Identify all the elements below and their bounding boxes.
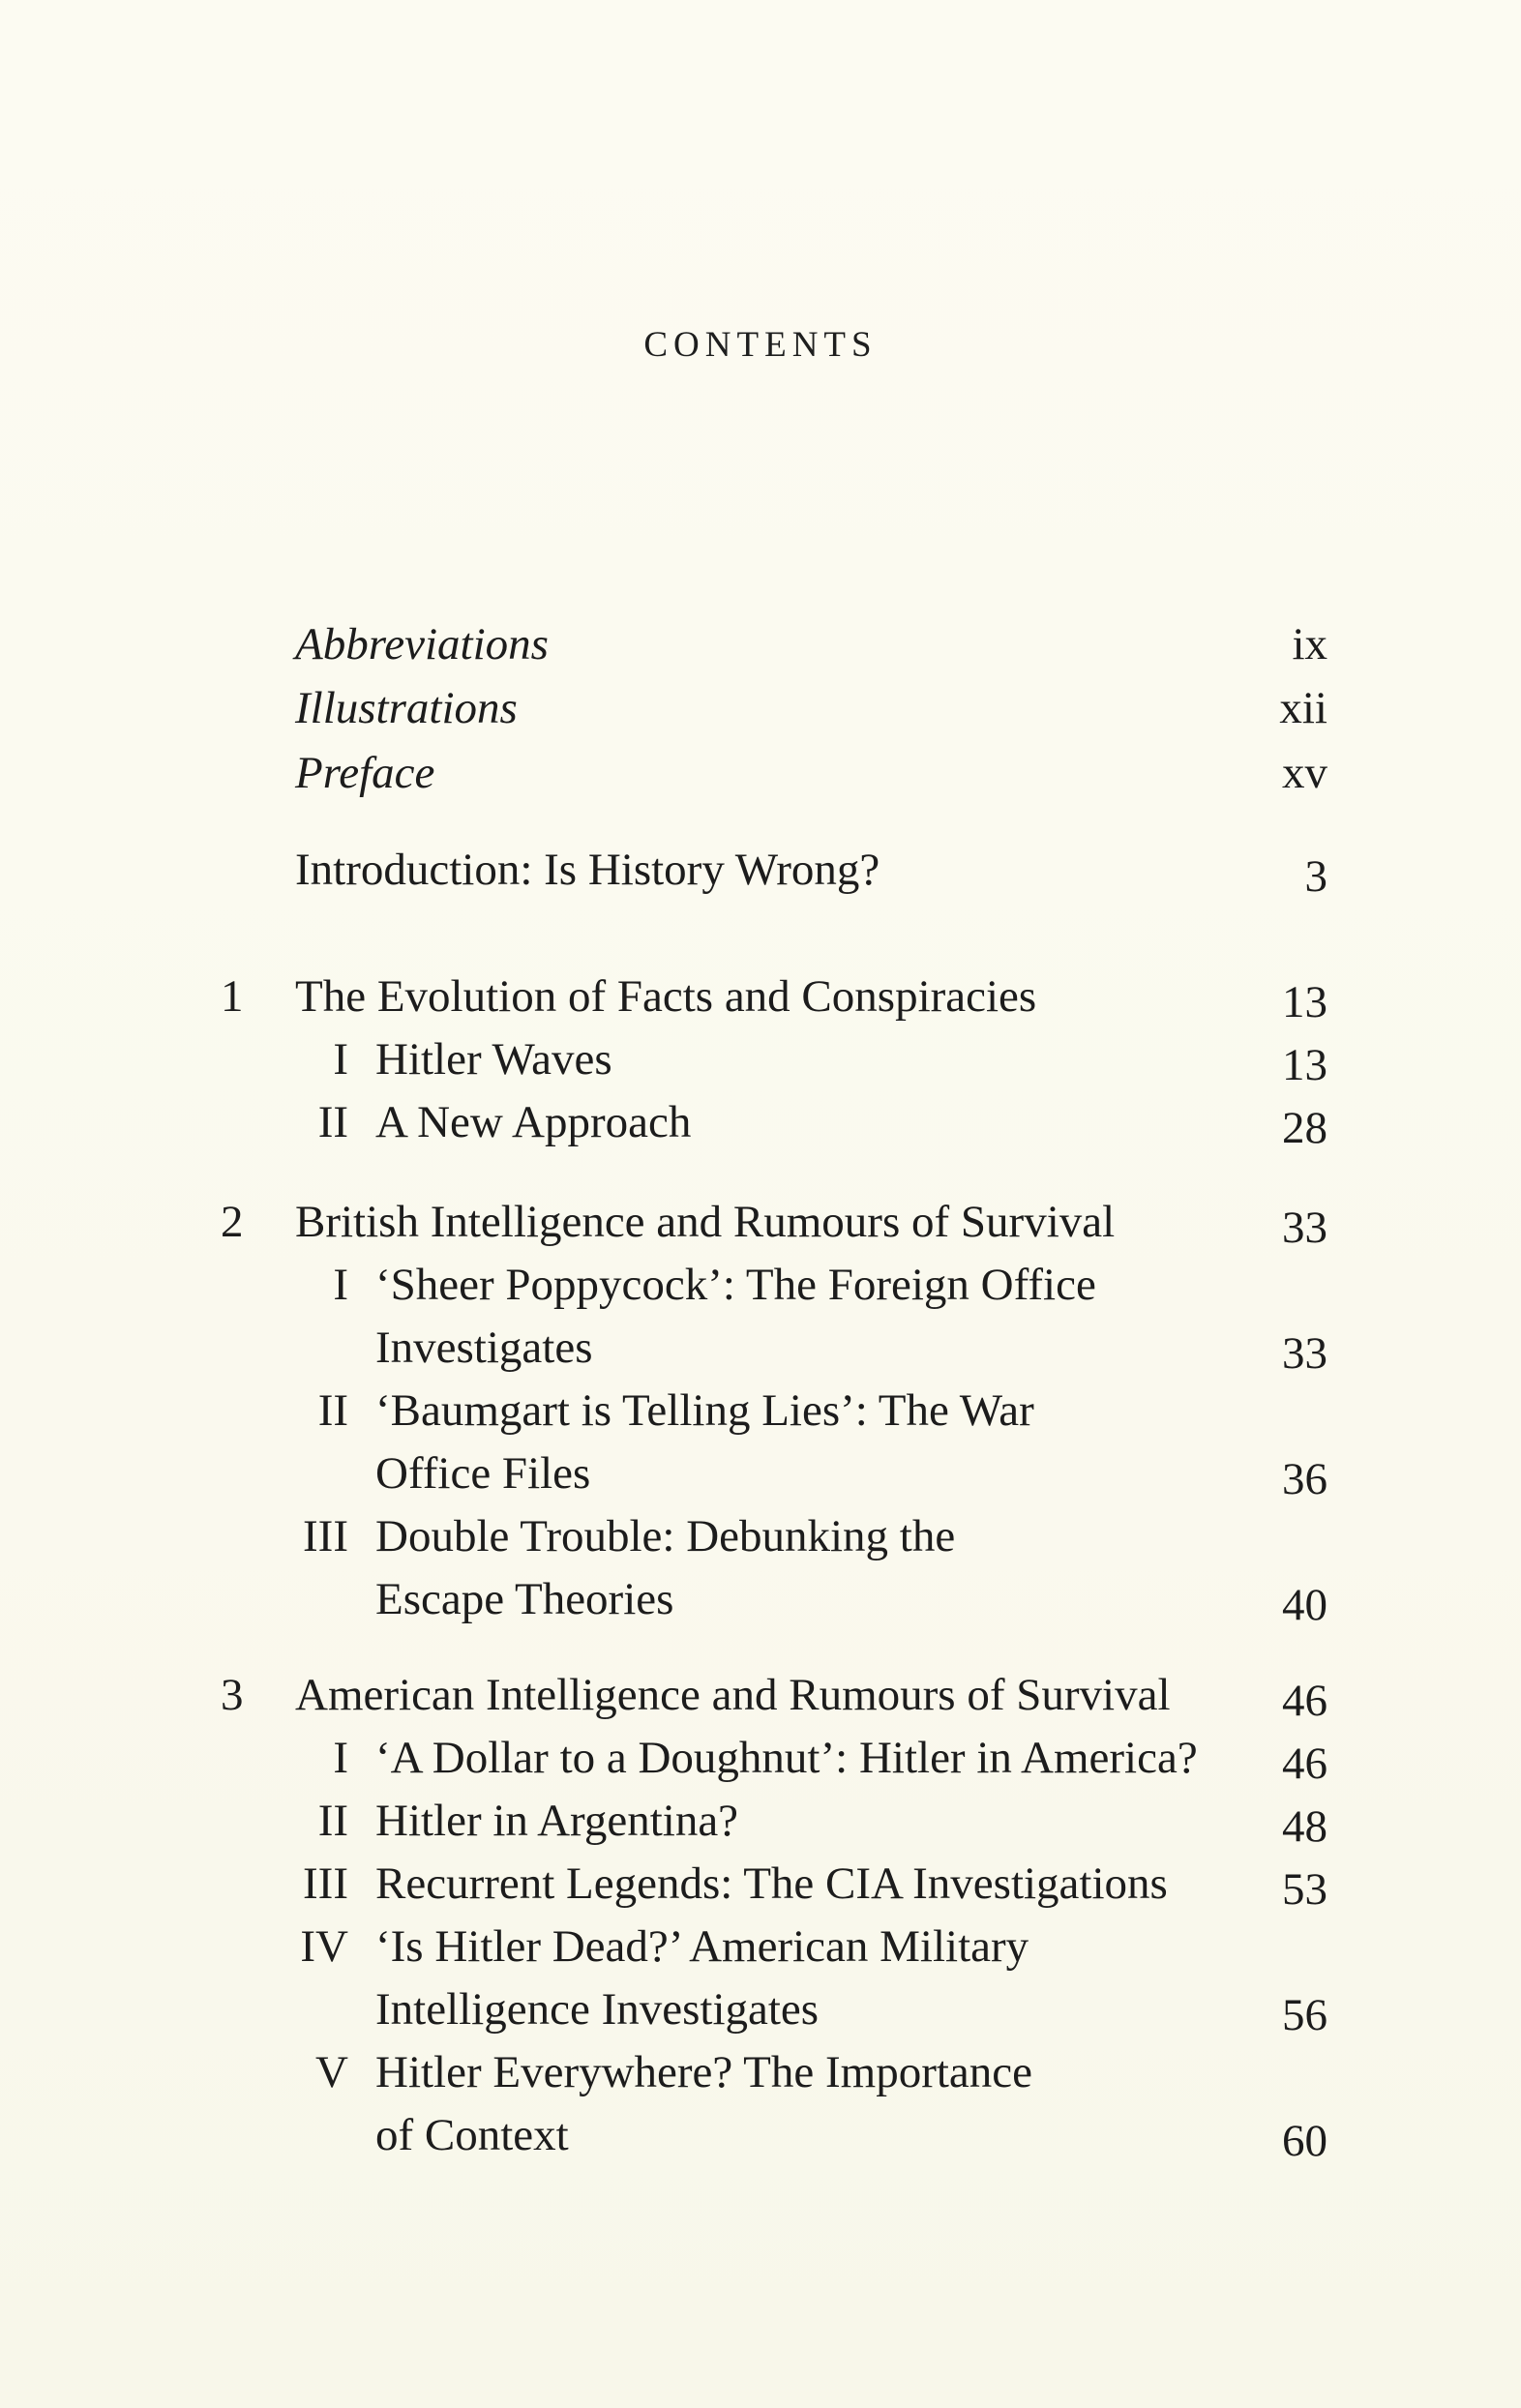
section-title: ‘Sheer Poppycock’: The Foreign Office (375, 1260, 1096, 1310)
section-page: 60 (1282, 2116, 1327, 2166)
section-title: ‘Baumgart is Telling Lies’: The War (375, 1385, 1034, 1436)
section-number: III (303, 1858, 348, 1909)
section-title: Hitler in Argentina? (375, 1796, 739, 1846)
contents-heading: CONTENTS (643, 325, 878, 365)
section-title: ‘Is Hitler Dead?’ American Military (375, 1921, 1029, 1972)
chapter-number: 2 (221, 1197, 244, 1247)
section-title-continued: Intelligence Investigates (375, 1984, 820, 2035)
front-matter-title: Preface (295, 748, 435, 798)
section-title: Recurrent Legends: The CIA Investigations (375, 1858, 1168, 1909)
section-title: Double Trouble: Debunking the (375, 1511, 956, 1561)
section-title: Hitler Everywhere? The Importance (375, 2047, 1032, 2097)
section-title-continued: Office Files (375, 1448, 591, 1499)
section-page: 13 (1282, 1040, 1327, 1090)
chapter-title: The Evolution of Facts and Conspiracies (295, 971, 1037, 1022)
front-matter-title: Illustrations (295, 683, 518, 733)
section-title: ‘A Dollar to a Doughnut’: Hitler in America? (375, 1733, 1198, 1783)
section-page: 28 (1282, 1103, 1327, 1153)
front-matter-page: xv (1282, 748, 1327, 798)
chapter-page: 46 (1282, 1676, 1327, 1726)
introduction-page: 3 (1304, 851, 1327, 902)
front-matter-page: ix (1292, 619, 1327, 669)
chapter-number: 3 (221, 1670, 244, 1720)
chapter-title: British Intelligence and Rumours of Survival (295, 1197, 1116, 1247)
section-title: A New Approach (375, 1097, 692, 1147)
section-page: 56 (1282, 1990, 1327, 2040)
chapter-page: 33 (1282, 1203, 1327, 1253)
chapter-page: 13 (1282, 977, 1327, 1027)
section-page: 36 (1282, 1454, 1327, 1504)
section-page: 48 (1282, 1801, 1327, 1852)
section-number: II (317, 1385, 348, 1436)
introduction-title: Introduction: Is History Wrong? (295, 845, 880, 895)
section-page: 33 (1282, 1328, 1327, 1379)
section-number: IV (300, 1921, 348, 1972)
section-number: II (317, 1097, 348, 1147)
section-title: Hitler Waves (375, 1034, 612, 1085)
section-page: 53 (1282, 1864, 1327, 1915)
front-matter-title: Abbreviations (295, 619, 549, 669)
section-title-continued: of Context (375, 2110, 569, 2160)
section-title-continued: Escape Theories (375, 1574, 674, 1624)
section-page: 46 (1282, 1739, 1327, 1789)
section-page: 40 (1282, 1580, 1327, 1630)
section-number: II (317, 1796, 348, 1846)
section-title-continued: Investigates (375, 1323, 593, 1373)
chapter-title: American Intelligence and Rumours of Survival (295, 1670, 1171, 1720)
section-number: V (315, 2047, 348, 2097)
section-number: I (333, 1034, 348, 1085)
section-number: I (333, 1733, 348, 1783)
section-number: III (303, 1511, 348, 1561)
front-matter-page: xii (1279, 683, 1327, 733)
chapter-number: 1 (221, 971, 244, 1022)
section-number: I (333, 1260, 348, 1310)
